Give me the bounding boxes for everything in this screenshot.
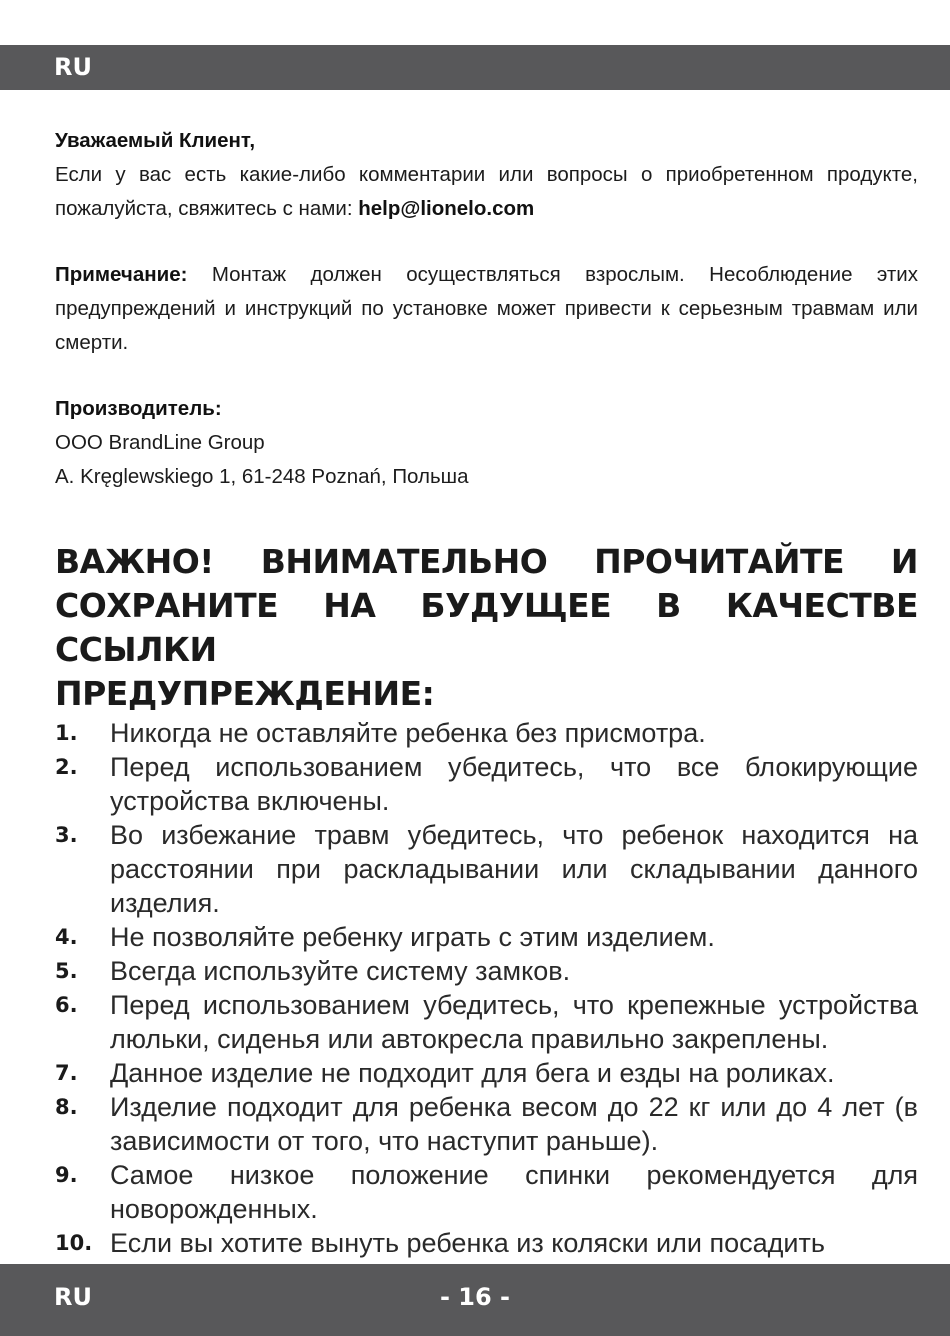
list-item: 5. Всегда используйте систему замков. — [55, 956, 571, 986]
list-item: 8. Изделие подходит для ребенка весом до 22 кг или до 4 лет (в зависимости от того, что наступит раньше). — [55, 1092, 918, 1156]
list-item: 4. Не позволяйте ребенку играть с этим изделием. — [55, 922, 715, 952]
list-item: 2. Перед использованием убедитесь, что все блокирующие устройства включены. — [55, 752, 918, 816]
heading-line-1: ВАЖНО! ВНИМАТЕЛЬНО ПРОЧИТАЙТЕ И — [55, 542, 918, 581]
list-item: 9. Самое низкое положение спинки рекомендуется для новорожденных. — [55, 1160, 918, 1224]
page-number: - 16 - — [439, 1283, 511, 1311]
list-item: 10. Если вы хотите вынуть ребенка из коляски или посадить — [55, 1228, 825, 1258]
warning-heading: ПРЕДУПРЕЖДЕНИЕ: — [55, 674, 435, 713]
heading-line-2: СОХРАНИТЕ НА БУДУЩЕЕ В КАЧЕСТВЕ ССЫЛКИ — [55, 586, 918, 669]
language-label: RU — [54, 53, 92, 81]
list-item: 1. Никогда не оставляйте ребенка без присмотра. — [55, 718, 706, 748]
warnings-list — [55, 716, 918, 1260]
footer-language-label: RU — [54, 1283, 92, 1311]
greeting-title: Уважаемый Клиент, — [55, 129, 256, 152]
page-content — [55, 124, 918, 1260]
support-email: help@lionelo.com — [358, 197, 535, 220]
list-item: 3. Во избежание травм убедитесь, что ребенок находится на расстоянии при раскладывании или складывании данного изделия. — [55, 820, 918, 918]
greeting-text: Если у вас есть какие-либо комментарии или вопросы о приобретенном продукте, пожалуйста, свяжитесь с нами: help@lionelo.com — [55, 163, 918, 220]
list-item: 6. Перед использованием убедитесь, что крепежные устройства люльки, сиденья или автокресла правильно закреплены. — [55, 990, 918, 1054]
note-paragraph: Примечание: Монтаж должен осуществляться взрослым. Несоблюдение этих предупреждений и инструкций по установке может привести к серьезным травмам или смерти. — [55, 263, 918, 354]
manufacturer-name: OOO BrandLine Group — [55, 431, 265, 454]
important-heading — [55, 540, 918, 716]
manufacturer-address: A. Kręglewskiego 1, 61-248 Poznań, Польша — [55, 465, 469, 488]
footer-bar — [0, 1264, 950, 1336]
list-item: 7. Данное изделие не подходит для бега и езды на роликах. — [55, 1058, 835, 1088]
header-bar — [0, 45, 950, 90]
note-label: Примечание: — [55, 263, 188, 286]
manufacturer-label: Производитель: — [55, 397, 222, 420]
